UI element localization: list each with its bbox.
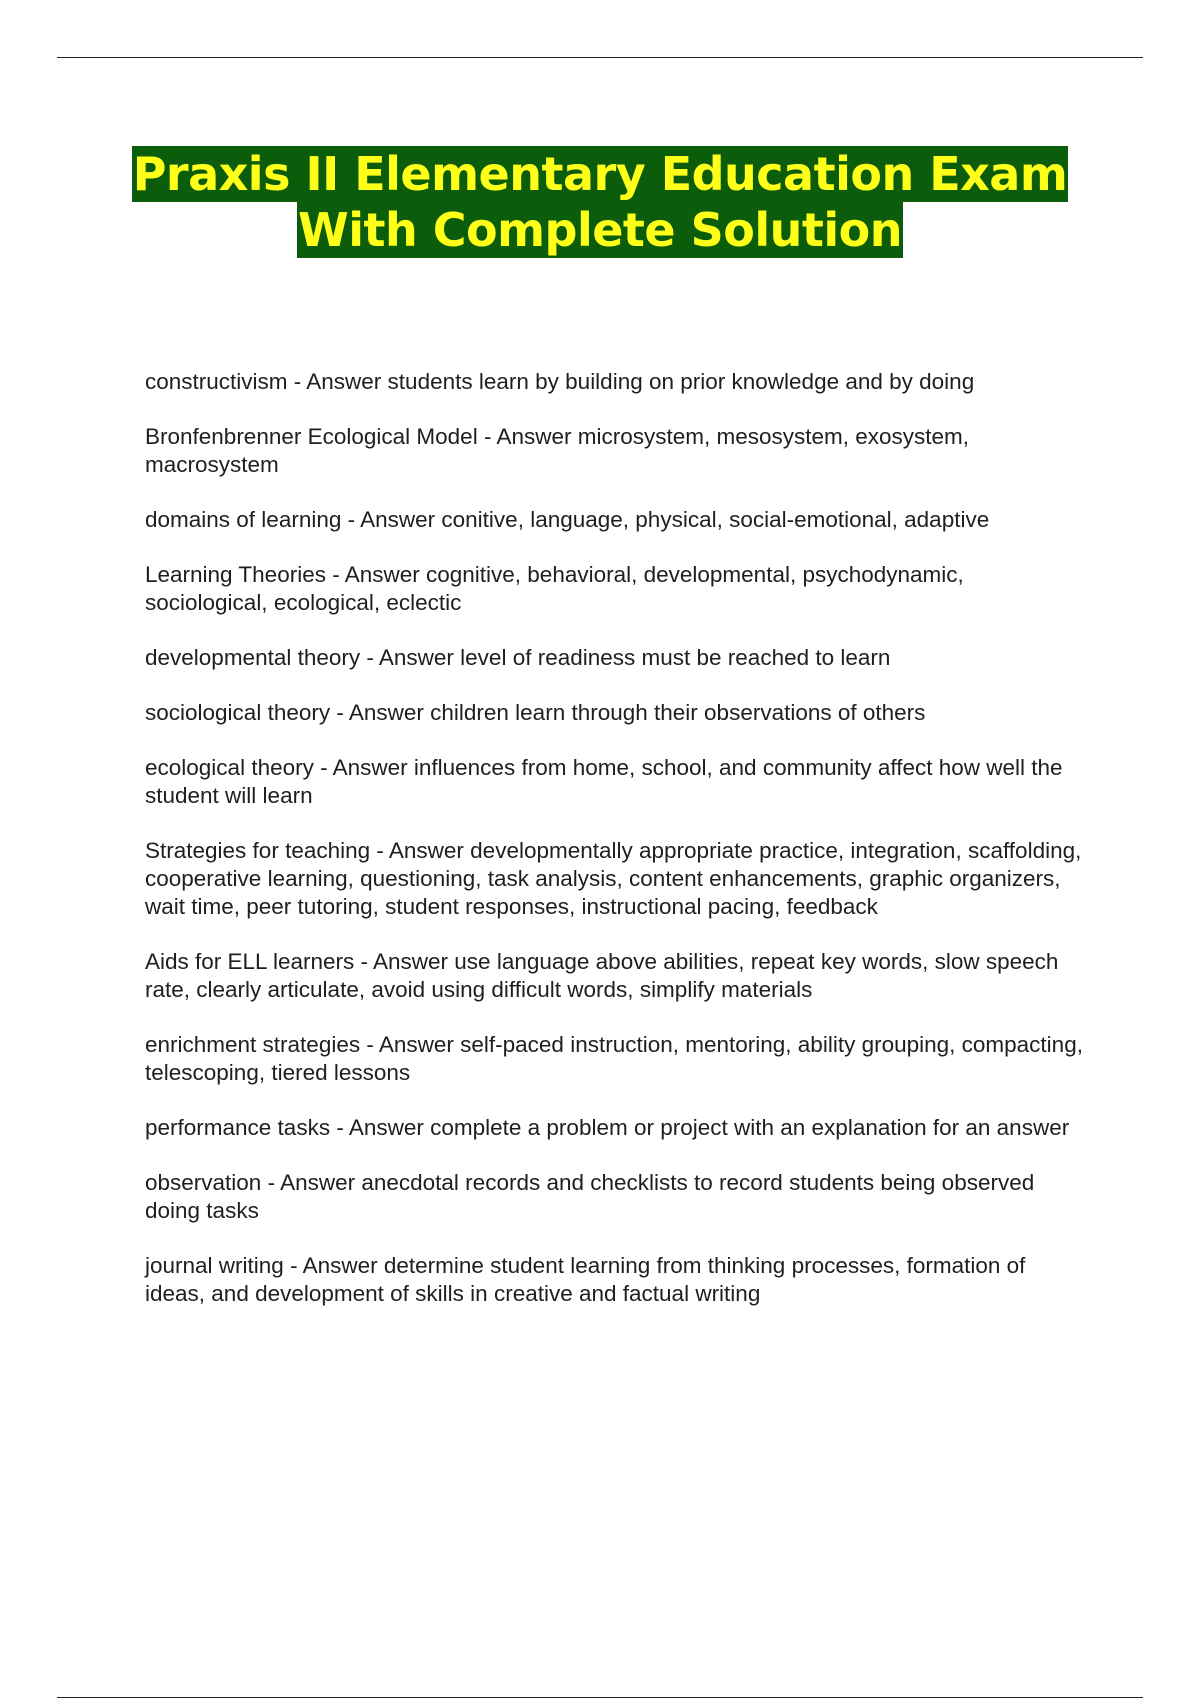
entry-observation: observation - Answer anecdotal records and checklists to record students being observed doing tasks: [145, 1170, 1035, 1223]
bottom-rule: [57, 1697, 1143, 1698]
entry-strategies-for-teaching: Strategies for teaching - Answer developmentally appropriate practice, integration, scaffolding, cooperative learning, questioning, task analysis, content enhancements, graphic organizers, wait time, peer tutoring, student responses, instructional pacing, feedback: [145, 838, 1082, 919]
flashcard-list: [145, 368, 1085, 1335]
entry-constructivism: constructivism - Answer students learn by building on prior knowledge and by doing: [145, 369, 975, 394]
title-line-1: Praxis II Elementary Education Exam: [132, 147, 1068, 201]
entry-sociological-theory: sociological theory - Answer children learn through their observations of others: [145, 700, 926, 725]
title-line-2: With Complete Solution: [297, 203, 902, 257]
entry-aids-for-ell: Aids for ELL learners - Answer use language above abilities, repeat key words, slow speech rate, clearly articulate, avoid using difficult words, simplify materials: [145, 949, 1059, 1002]
top-rule: [57, 57, 1143, 58]
entry-learning-theories: Learning Theories - Answer cognitive, behavioral, developmental, psychodynamic, sociological, ecological, eclectic: [145, 562, 964, 615]
entry-enrichment-strategies: enrichment strategies - Answer self-paced instruction, mentoring, ability grouping, compacting, telescoping, tiered lessons: [145, 1032, 1083, 1085]
document-title: [0, 146, 1200, 258]
entry-developmental-theory: developmental theory - Answer level of readiness must be reached to learn: [145, 645, 891, 670]
entry-bronfenbrenner: Bronfenbrenner Ecological Model - Answer microsystem, mesosystem, exosystem, macrosystem: [145, 424, 970, 477]
entry-performance-tasks: performance tasks - Answer complete a problem or project with an explanation for an answer: [145, 1115, 1070, 1140]
entry-ecological-theory: ecological theory - Answer influences from home, school, and community affect how well the student will learn: [145, 755, 1063, 808]
entry-domains-of-learning: domains of learning - Answer conitive, language, physical, social-emotional, adaptive: [145, 507, 990, 532]
entry-journal-writing: journal writing - Answer determine student learning from thinking processes, formation of ideas, and development of skills in creative and factual writing: [145, 1253, 1026, 1306]
